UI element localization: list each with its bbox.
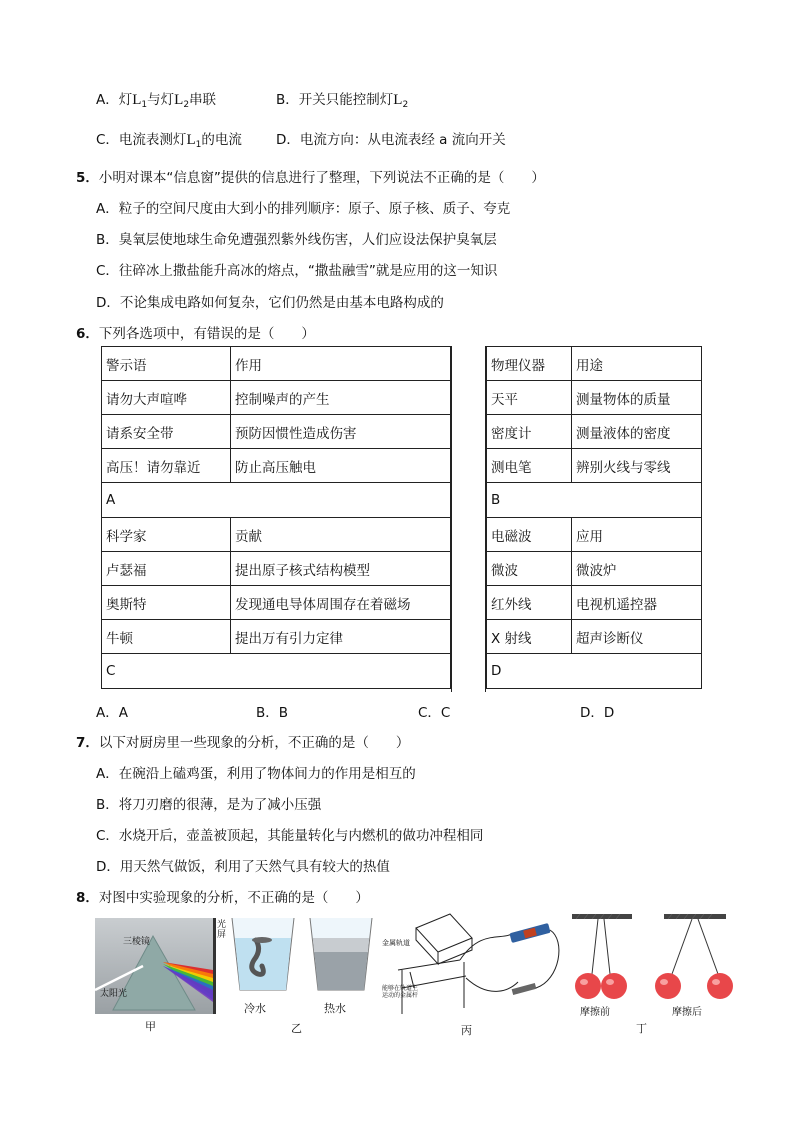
q5-option-a: A．粒子的空间尺度由大到小的排列顺序：原子、原子核、质子、夸克 xyxy=(96,201,511,217)
table-cell: 测量液体的密度 xyxy=(572,415,702,449)
table-cell: 作用 xyxy=(231,347,451,381)
cold-water-beaker xyxy=(232,918,294,990)
table-row xyxy=(487,586,702,620)
table-cell: 提出万有引力定律 xyxy=(231,620,451,654)
table-row xyxy=(487,381,702,415)
table-row xyxy=(102,552,451,586)
table-row xyxy=(102,518,451,552)
fig-jia-caption: 甲 xyxy=(145,1020,156,1033)
q5-option-c: C．往碎冰上撒盐能升高冰的熔点，“撒盐融雪”就是应用的这一知识 xyxy=(96,263,498,279)
q5-option-b: B．臭氧层使地球生命免遭强烈紫外线伤害，人们应设法保护臭氧层 xyxy=(96,232,497,248)
table-cell: 红外线 xyxy=(487,586,572,620)
table-cell: 密度计 xyxy=(487,415,572,449)
q8-stem: 8．对图中实验现象的分析，不正确的是（ ） xyxy=(76,890,369,906)
fig-ding-caption: 丁 xyxy=(636,1022,647,1035)
table-cell: 奥斯特 xyxy=(102,586,231,620)
q5-option-d: D．不论集成电路如何复杂，它们仍然是由基本电路构成的 xyxy=(96,295,444,311)
table-cell: 控制噪声的产生 xyxy=(231,381,451,415)
circuit-figure xyxy=(380,910,570,1018)
table-row xyxy=(102,449,451,483)
magnet-shape xyxy=(416,914,472,952)
table-row xyxy=(487,620,702,654)
table-row xyxy=(487,518,702,552)
table-cell: 测量物体的质量 xyxy=(572,381,702,415)
after-friction-label: 摩擦后 xyxy=(672,1007,702,1018)
q7-option-d: D．用天然气做饭，利用了天然气具有较大的热值 xyxy=(96,859,390,875)
sunlight-label: 太阳光 xyxy=(100,989,128,999)
table-cell: 预防因惯性造成伤害 xyxy=(231,415,451,449)
balloons-after-friction xyxy=(655,914,733,999)
table-cell: 超声诊断仪 xyxy=(572,620,702,654)
q6-stem: 6．下列各选项中，有错误的是（ ） xyxy=(76,326,315,342)
table-label-b: B xyxy=(487,483,702,518)
q6-answer-d: D．D xyxy=(580,705,615,721)
table-label-c: C xyxy=(102,654,451,689)
table-row xyxy=(487,483,702,518)
q7-option-b: B．将刀刃磨的很薄，是为了减小压强 xyxy=(96,797,322,813)
table-row xyxy=(102,586,451,620)
rail-top xyxy=(398,960,460,970)
screen-label: 光屏 xyxy=(217,920,227,940)
q4-option-b: B．开关只能控制灯$L_2$ xyxy=(276,92,409,110)
table-cell: 发现通电导体周围存在着磁场 xyxy=(231,586,451,620)
prism-label: 三棱镜 xyxy=(123,937,151,947)
table-row xyxy=(102,381,451,415)
q7-option-c: C．水烧开后，壶盖被顶起，其能量转化与内燃机的做功冲程相同 xyxy=(96,828,484,844)
table-cell: 卢瑟福 xyxy=(102,552,231,586)
table-cell: 电视机遥控器 xyxy=(572,586,702,620)
table-row xyxy=(102,347,451,381)
table-row xyxy=(102,483,451,518)
q6-answer-a: A．A xyxy=(96,705,128,721)
table-cell: 科学家 xyxy=(102,518,231,552)
table-gap-left-border xyxy=(451,346,452,692)
table-cell: 高压！请勿靠近 xyxy=(102,449,231,483)
table-cell: 物理仪器 xyxy=(487,347,572,381)
table-cell: 防止高压触电 xyxy=(231,449,451,483)
table-row xyxy=(102,654,451,689)
table-row xyxy=(487,415,702,449)
rod-label: 能够在轨道上运动的金属杆 xyxy=(382,985,419,999)
q4-option-c: C．电流表测灯$L_1$的电流 xyxy=(96,132,242,150)
table-cell: 请勿大声喧哗 xyxy=(102,381,231,415)
table-cell: 微波炉 xyxy=(572,552,702,586)
prism-figure xyxy=(95,918,219,1014)
q7-option-a: A．在碗沿上磕鸡蛋，利用了物体间力的作用是相互的 xyxy=(96,766,416,782)
table-row xyxy=(487,654,702,689)
table-cell: 用途 xyxy=(572,347,702,381)
table-cell: 测电笔 xyxy=(487,449,572,483)
table-cell: 电磁波 xyxy=(487,518,572,552)
table-cell: 天平 xyxy=(487,381,572,415)
before-friction-label: 摩擦前 xyxy=(580,1007,610,1018)
screen-shape xyxy=(213,918,216,1014)
cold-water-label: 冷水 xyxy=(244,1002,266,1015)
table-cell: 贡献 xyxy=(231,518,451,552)
table-row xyxy=(102,620,451,654)
table-row xyxy=(487,449,702,483)
q6-answer-c: C．C xyxy=(418,705,451,721)
hot-water-label: 热水 xyxy=(324,1002,346,1015)
table-cell: 请系安全带 xyxy=(102,415,231,449)
q7-stem: 7．以下对厨房里一些现象的分析，不正确的是（ ） xyxy=(76,735,410,751)
table-cell: 辨别火线与零线 xyxy=(572,449,702,483)
table-cell: 提出原子核式结构模型 xyxy=(231,552,451,586)
hot-water-beaker xyxy=(310,918,372,990)
balloons-figure xyxy=(568,912,734,1004)
table-cell: X 射线 xyxy=(487,620,572,654)
table-label-a: A xyxy=(102,483,451,518)
beakers-figure xyxy=(228,916,376,996)
q6-table-right xyxy=(486,346,702,689)
table-label-d: D xyxy=(487,654,702,689)
balloons-before-friction xyxy=(572,914,632,999)
q5-stem: 5．小明对课本“信息窗”提供的信息进行了整理，下列说法不正确的是（ ） xyxy=(76,170,545,186)
fig-bing-caption: 丙 xyxy=(461,1024,472,1037)
q4-option-d: D．电流方向：从电流表经 a 流向开关 xyxy=(276,132,506,148)
fig-yi-caption: 乙 xyxy=(291,1022,302,1035)
q6-answer-b: B．B xyxy=(256,705,289,721)
table-cell: 微波 xyxy=(487,552,572,586)
table-row xyxy=(102,415,451,449)
table-row xyxy=(487,552,702,586)
rail-label: 金属轨道 xyxy=(382,939,410,947)
table-row xyxy=(487,347,702,381)
q4-option-a: A．灯$L_1$与灯$L_2$串联 xyxy=(96,92,217,110)
table-cell: 牛顿 xyxy=(102,620,231,654)
table-cell: 警示语 xyxy=(102,347,231,381)
table-cell: 应用 xyxy=(572,518,702,552)
q6-table-left xyxy=(101,346,451,689)
